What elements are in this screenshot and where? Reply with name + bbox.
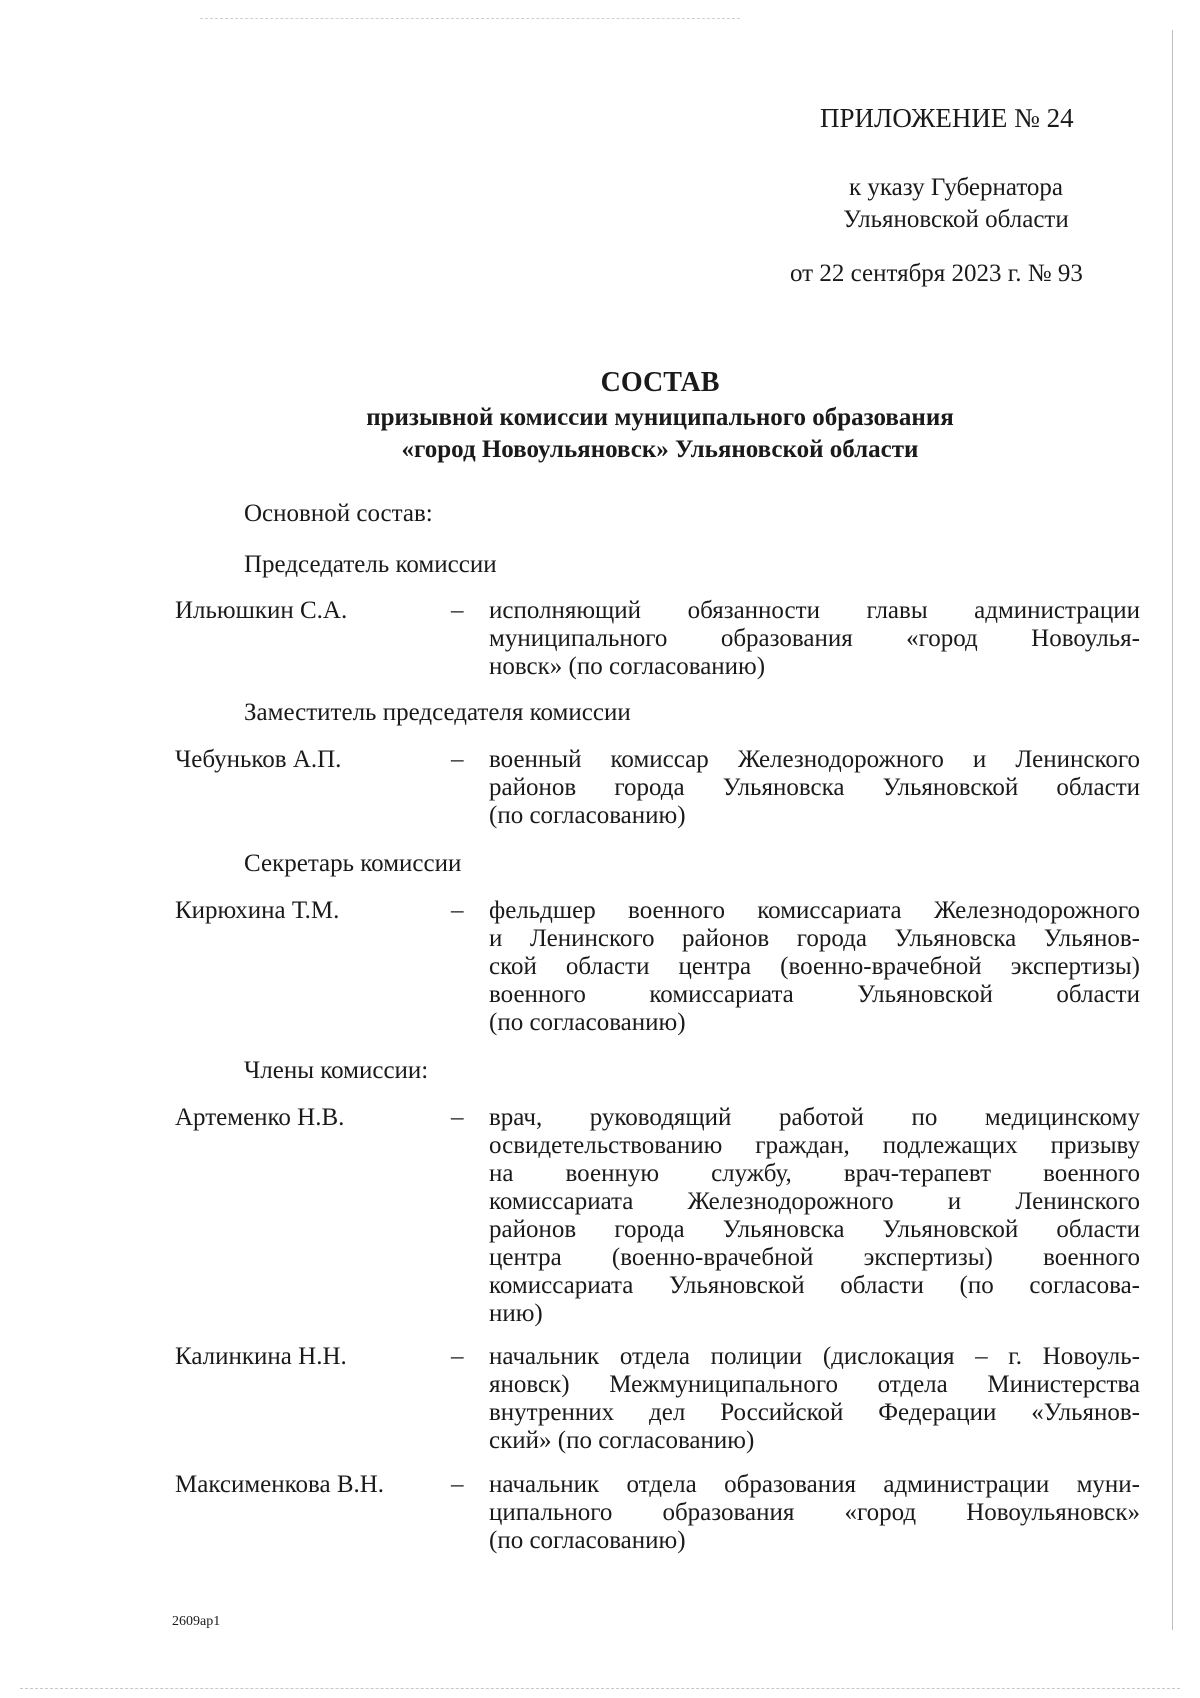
scan-edge-right	[1172, 30, 1173, 1630]
appendix-number: ПРИЛОЖЕНИЕ № 24	[820, 103, 1074, 133]
description-line: (по согласованию)	[489, 1009, 686, 1036]
decree-date: от 22 сентября 2023 г. № 93	[790, 260, 1083, 287]
description-line: начальник отдела полиции (дислокация – г. Новоуль-	[489, 1343, 1140, 1370]
scan-edge-bottom	[20, 1688, 1180, 1689]
member-name: Чебуньков А.П.	[175, 746, 342, 773]
description-line: яновск) Межмуниципального отдела Министерства	[489, 1371, 1140, 1398]
member-dash: –	[451, 1471, 464, 1498]
member-dash: –	[451, 597, 464, 624]
description-line: новск» (по согласованию)	[489, 653, 766, 680]
description-line: и Ленинского районов города Ульяновска Ульянов-	[489, 925, 1140, 952]
section-secretary: Секретарь комиссии	[244, 850, 462, 877]
decree-reference-line-2: Ульяновской области	[843, 206, 1069, 233]
member-name: Максименкова В.Н.	[175, 1471, 385, 1498]
description-line: фельдшер военного комиссариата Железнодорожного	[489, 897, 1140, 924]
description-line: военного комиссариата Ульяновской области	[489, 981, 1140, 1008]
member-name: Кирюхина Т.М.	[175, 897, 340, 924]
description-line: (по согласованию)	[489, 1527, 686, 1554]
description-line: нию)	[489, 1300, 543, 1327]
decree-reference	[826, 172, 1086, 236]
title-line-1: призывной комиссии муниципального образования	[366, 404, 954, 431]
section-deputy: Заместитель председателя комиссии	[244, 699, 631, 726]
description-line: ский» (по согласованию)	[489, 1427, 755, 1454]
description-line: (по согласованию)	[489, 802, 686, 829]
document-title	[250, 364, 1070, 466]
section-chairman: Председатель комиссии	[244, 551, 497, 578]
description-line: на военную службу, врач-терапевт военного	[489, 1160, 1140, 1187]
section-members: Члены комиссии:	[244, 1057, 429, 1084]
description-line: муниципального образования «город Новоулья-	[489, 625, 1140, 652]
decree-reference-line-1: к указу Губернатора	[848, 174, 1064, 201]
member-dash: –	[451, 1104, 464, 1131]
member-description	[489, 746, 1140, 830]
member-description	[489, 897, 1140, 1037]
member-dash: –	[451, 897, 464, 924]
title-main: СОСТАВ	[600, 367, 720, 398]
member-description	[489, 1343, 1140, 1455]
description-line: комиссариата Железнодорожного и Ленинского	[489, 1188, 1140, 1215]
member-dash: –	[451, 746, 464, 773]
description-line: военный комиссар Железнодорожного и Ленинского	[489, 746, 1140, 773]
section-main-composition: Основной состав:	[244, 500, 433, 527]
description-line: освидетельствованию граждан, подлежащих призыву	[489, 1132, 1140, 1159]
description-line: ципального образования «город Новоульяновск»	[489, 1499, 1140, 1526]
description-line: районов города Ульяновска Ульяновской области	[489, 1216, 1140, 1243]
description-line: начальник отдела образования администрации муни-	[489, 1471, 1140, 1498]
description-line: врач, руководящий работой по медицинскому	[489, 1104, 1140, 1131]
description-line: внутренних дел Российской Федерации «Ульянов-	[489, 1399, 1140, 1426]
description-line: комиссариата Ульяновской области (по согласова-	[489, 1272, 1140, 1299]
member-name: Ильюшкин С.А.	[175, 597, 348, 624]
member-name: Артеменко Н.В.	[175, 1104, 345, 1131]
description-line: районов города Ульяновска Ульяновской области	[489, 774, 1140, 801]
member-description	[489, 1471, 1140, 1555]
title-line-2: «город Новоульяновск» Ульяновской области	[401, 436, 919, 463]
scan-edge-top	[200, 18, 740, 19]
member-description	[489, 1104, 1140, 1328]
description-line: центра (военно-врачебной экспертизы) военного	[489, 1244, 1140, 1271]
member-dash: –	[451, 1343, 464, 1370]
description-line: ской области центра (военно-врачебной экспертизы)	[489, 953, 1140, 980]
member-name: Калинкина Н.Н.	[175, 1343, 347, 1370]
description-line: исполняющий обязанности главы администрации	[489, 597, 1140, 624]
document-code: 2609ap1	[172, 1614, 221, 1629]
member-description	[489, 597, 1140, 681]
